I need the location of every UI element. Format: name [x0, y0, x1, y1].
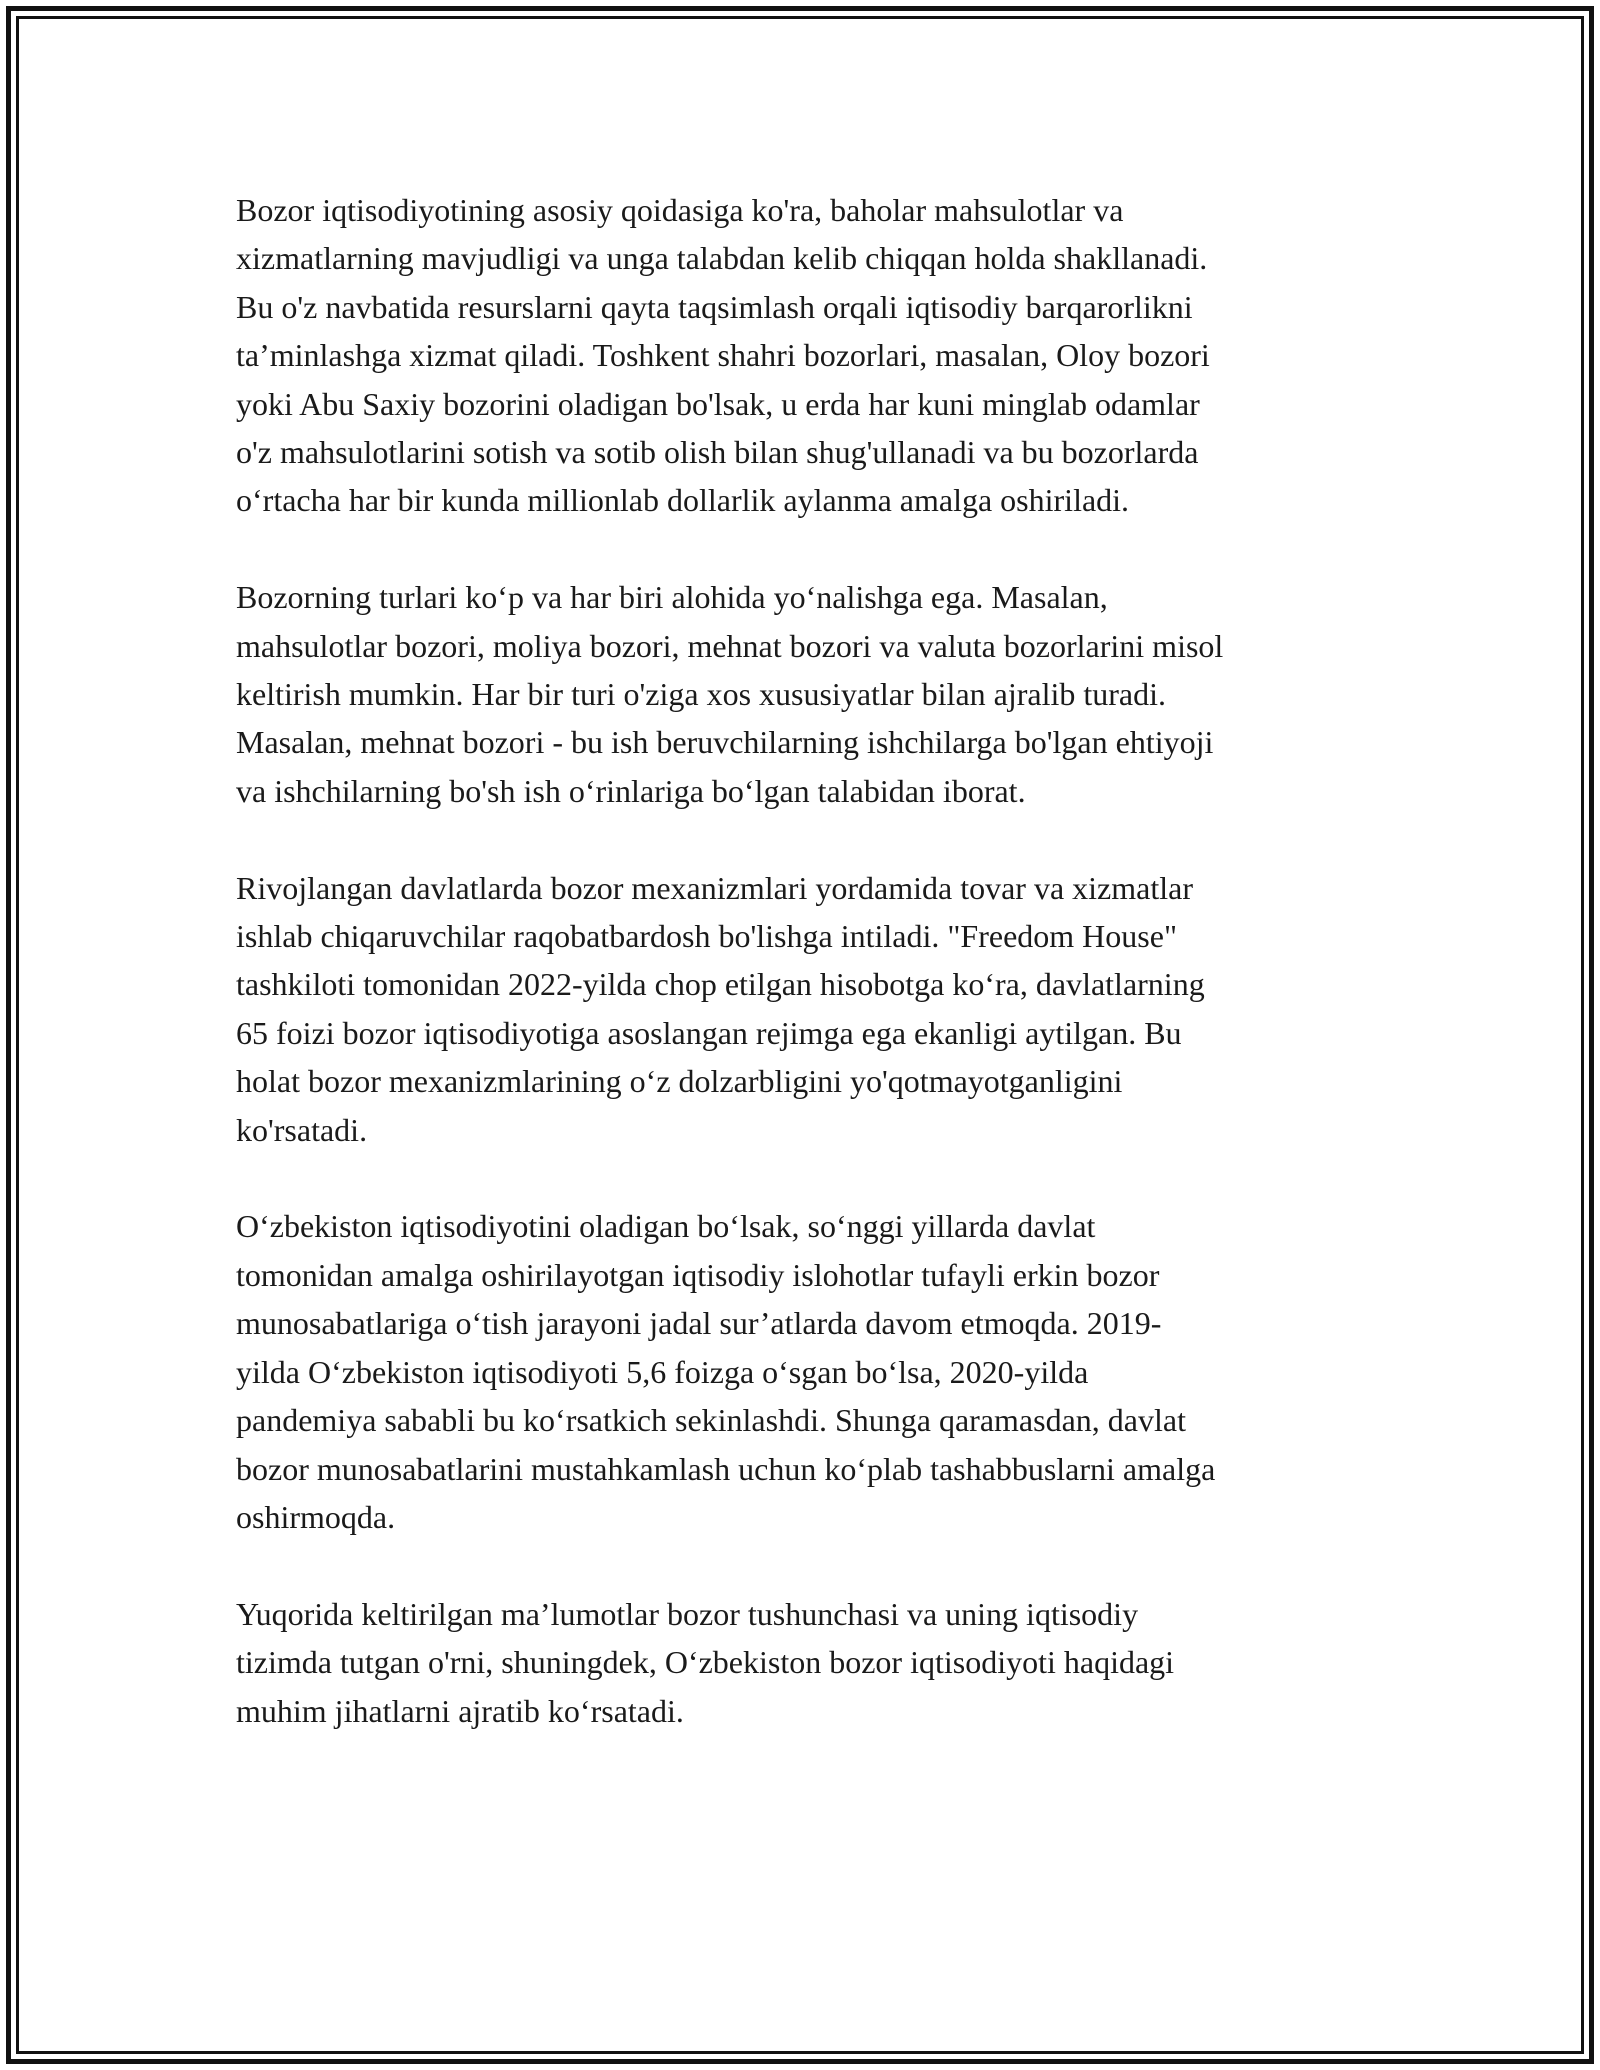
text-line: mahsulotlar bozori, moliya bozori, mehnat bozori va valuta bozorlarini misol	[236, 627, 1224, 664]
text-line: keltirish mumkin. Har bir turi o'ziga xos xususiyatlar bilan ajralib turadi.	[236, 676, 1167, 713]
text-line: bozor munosabatlarini mustahkamlash uchun ko‘plab tashabbuslarni amalga	[236, 1450, 1216, 1487]
text-line: tizimda tutgan o'rni, shuningdek, O‘zbekiston bozor iqtisodiyoti haqidagi	[236, 1644, 1175, 1681]
text-line: yoki Abu Saxiy bozorini oladigan bo'lsak, u erda har kuni minglab odamlar	[236, 385, 1200, 422]
document-body	[236, 186, 1386, 1783]
text-line: ta’minlashga xizmat qiladi. Toshkent shahri bozorlari, masalan, Oloy bozori	[236, 337, 1210, 374]
text-line: o'z mahsulotlarini sotish va sotib olish bilan shug'ullanadi va bu bozorlarda	[236, 434, 1199, 471]
text-line: Rivojlangan davlatlarda bozor mexanizmlari yordamida tovar va xizmatlar	[236, 869, 1193, 906]
text-line: Bozor iqtisodiyotining asosiy qoidasiga ko'ra, baholar mahsulotlar va	[236, 192, 1124, 228]
text-line: tashkiloti tomonidan 2022-yilda chop etilgan hisobotga ko‘ra, davlatlarning	[236, 966, 1205, 1003]
text-line: holat bozor mexanizmlarining o‘z dolzarbligini yo'qotmayotganligini	[236, 1063, 1123, 1100]
text-line: pandemiya sababli bu ko‘rsatkich sekinlashdi. Shunga qaramasdan, davlat	[236, 1402, 1186, 1439]
text-line: oshirmoqda.	[236, 1498, 396, 1535]
text-line: xizmatlarning mavjudligi va unga talabdan kelib chiqqan holda shakllanadi.	[236, 240, 1208, 277]
paragraph-1	[236, 186, 1386, 525]
text-line: muhim jihatlarni ajratib ko‘rsatadi.	[236, 1692, 684, 1729]
paragraph-5	[236, 1590, 1386, 1735]
paragraph-3	[236, 864, 1386, 1154]
text-line: tomonidan amalga oshirilayotgan iqtisodiy islohotlar tufayli erkin bozor	[236, 1256, 1160, 1293]
text-line: Bu o'z navbatida resurslarni qayta taqsimlash orqali iqtisodiy barqarorlikni	[236, 288, 1193, 325]
text-line: yilda O‘zbekiston iqtisodiyoti 5,6 foizga o‘sgan bo‘lsa, 2020-yilda	[236, 1353, 1089, 1390]
text-line: ko'rsatadi.	[236, 1111, 368, 1148]
paragraph-2	[236, 573, 1386, 815]
text-line: O‘zbekiston iqtisodiyotini oladigan bo‘lsak, so‘nggi yillarda davlat	[236, 1208, 1096, 1245]
text-line: Masalan, mehnat bozori - bu ish beruvchilarning ishchilarga bo'lgan ehtiyoji	[236, 724, 1214, 761]
text-line: munosabatlariga o‘tish jarayoni jadal sur’atlarda davom etmoqda. 2019-	[236, 1305, 1162, 1342]
text-line: Bozorning turlari ko‘p va har biri alohida yo‘nalishga ega. Masalan,	[236, 579, 1108, 616]
text-line: ishlab chiqaruvchilar raqobatbardosh bo'lishga intiladi. "Freedom House"	[236, 918, 1177, 955]
text-line: va ishchilarning bo'sh ish o‘rinlariga bo‘lgan talabidan iborat.	[236, 772, 1026, 809]
text-line: o‘rtacha har bir kunda millionlab dollarlik aylanma amalga oshiriladi.	[236, 482, 1130, 519]
text-line: 65 foizi bozor iqtisodiyotiga asoslangan rejimga ega ekanligi aytilgan. Bu	[236, 1014, 1182, 1051]
text-line: Yuqorida keltirilgan ma’lumotlar bozor tushunchasi va uning iqtisodiy	[236, 1595, 1139, 1632]
paragraph-4	[236, 1202, 1386, 1541]
